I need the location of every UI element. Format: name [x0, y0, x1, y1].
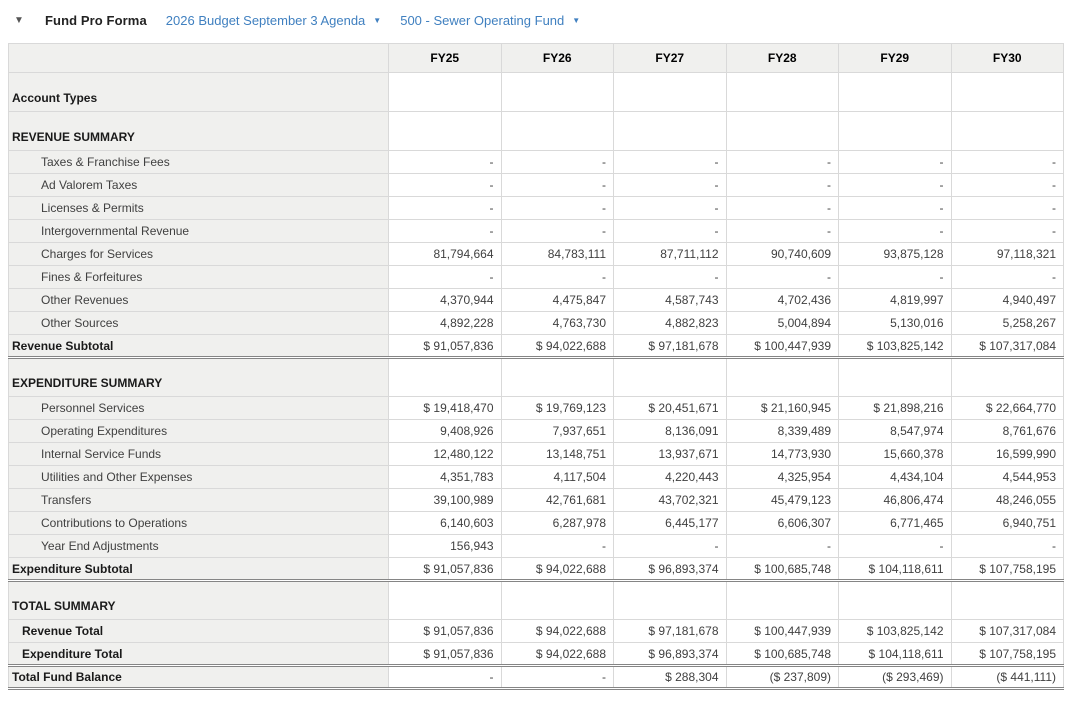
value-cell: 6,445,177 — [614, 512, 727, 535]
value-cell: - — [614, 535, 727, 558]
value-cell — [839, 358, 952, 397]
value-cell: - — [839, 266, 952, 289]
value-cell: ($ 237,809) — [726, 666, 839, 689]
value-cell: $ 91,057,836 — [389, 335, 502, 358]
value-cell: $ 107,317,084 — [951, 620, 1064, 643]
value-cell — [726, 112, 839, 151]
value-cell — [839, 73, 952, 112]
value-cell: $ 100,447,939 — [726, 620, 839, 643]
value-cell: 16,599,990 — [951, 443, 1064, 466]
table-row — [9, 643, 1064, 666]
value-cell: 97,118,321 — [951, 243, 1064, 266]
row-label-cell: Expenditure Subtotal — [9, 558, 389, 581]
value-cell: - — [839, 535, 952, 558]
value-cell: $ 20,451,671 — [614, 397, 727, 420]
value-cell: 4,882,823 — [614, 312, 727, 335]
row-label-cell: Other Revenues — [9, 289, 389, 312]
value-cell: ($ 441,111) — [951, 666, 1064, 689]
row-label-cell: Other Sources — [9, 312, 389, 335]
value-cell — [951, 73, 1064, 112]
table-row — [9, 266, 1064, 289]
value-cell — [614, 358, 727, 397]
value-cell: 4,819,997 — [839, 289, 952, 312]
value-cell: - — [501, 266, 614, 289]
row-label-cell: Contributions to Operations — [9, 512, 389, 535]
value-cell: ($ 293,469) — [839, 666, 952, 689]
value-cell: 156,943 — [389, 535, 502, 558]
value-cell: $ 104,118,611 — [839, 643, 952, 666]
value-cell: 8,339,489 — [726, 420, 839, 443]
value-cell: $ 100,447,939 — [726, 335, 839, 358]
table-row — [9, 443, 1064, 466]
value-cell: 46,806,474 — [839, 489, 952, 512]
value-cell: 4,325,954 — [726, 466, 839, 489]
table-row — [9, 666, 1064, 689]
value-cell: $ 96,893,374 — [614, 643, 727, 666]
value-cell: 13,148,751 — [501, 443, 614, 466]
value-cell: $ 91,057,836 — [389, 620, 502, 643]
value-cell: 42,761,681 — [501, 489, 614, 512]
value-cell: - — [726, 197, 839, 220]
table-row — [9, 174, 1064, 197]
value-cell: - — [726, 151, 839, 174]
fund-dropdown-label: 500 - Sewer Operating Fund — [400, 12, 565, 28]
value-cell: - — [501, 197, 614, 220]
table-row — [9, 112, 1064, 151]
value-cell — [614, 73, 727, 112]
year-column-header: FY26 — [501, 44, 614, 73]
value-cell — [501, 73, 614, 112]
value-cell: 39,100,989 — [389, 489, 502, 512]
table-row — [9, 512, 1064, 535]
table-row — [9, 73, 1064, 112]
row-label-cell: Personnel Services — [9, 397, 389, 420]
value-cell: - — [839, 220, 952, 243]
value-cell — [726, 581, 839, 620]
row-label-cell: Fines & Forfeitures — [9, 266, 389, 289]
value-cell: $ 97,181,678 — [614, 620, 727, 643]
value-cell: 9,408,926 — [389, 420, 502, 443]
value-cell: - — [389, 666, 502, 689]
value-cell: - — [501, 151, 614, 174]
budget-version-dropdown-label: 2026 Budget September 3 Agenda — [165, 12, 366, 28]
value-cell — [951, 581, 1064, 620]
value-cell — [726, 358, 839, 397]
value-cell: - — [839, 151, 952, 174]
value-cell: - — [389, 174, 502, 197]
row-label-cell: Total Fund Balance — [9, 666, 389, 689]
value-cell: $ 19,418,470 — [389, 397, 502, 420]
caret-down-icon: ▼ — [373, 16, 382, 25]
value-cell: - — [726, 220, 839, 243]
row-label-cell: Expenditure Total — [9, 643, 389, 666]
table-row — [9, 466, 1064, 489]
table-row — [9, 289, 1064, 312]
row-label-cell: Taxes & Franchise Fees — [9, 151, 389, 174]
value-cell — [614, 581, 727, 620]
value-cell: 81,794,664 — [389, 243, 502, 266]
value-cell: 87,711,112 — [614, 243, 727, 266]
table-row — [9, 358, 1064, 397]
row-label-cell: Year End Adjustments — [9, 535, 389, 558]
row-label-cell: Ad Valorem Taxes — [9, 174, 389, 197]
caret-down-icon: ▼ — [572, 16, 581, 25]
fund-pro-forma-table — [8, 43, 1064, 690]
value-cell: - — [839, 197, 952, 220]
value-cell — [951, 358, 1064, 397]
value-cell: 4,434,104 — [839, 466, 952, 489]
value-cell: 4,763,730 — [501, 312, 614, 335]
row-label-cell: Internal Service Funds — [9, 443, 389, 466]
table-row — [9, 312, 1064, 335]
value-cell: $ 21,898,216 — [839, 397, 952, 420]
table-row — [9, 243, 1064, 266]
table-row — [9, 335, 1064, 358]
value-cell — [389, 581, 502, 620]
value-cell: 48,246,055 — [951, 489, 1064, 512]
year-header-row — [9, 44, 1064, 73]
value-cell: - — [726, 174, 839, 197]
value-cell: - — [501, 174, 614, 197]
value-cell: - — [951, 197, 1064, 220]
value-cell: 5,004,894 — [726, 312, 839, 335]
table-row — [9, 197, 1064, 220]
value-cell: - — [951, 535, 1064, 558]
value-cell: - — [614, 266, 727, 289]
year-column-header: FY29 — [839, 44, 952, 73]
row-label-cell: Revenue Total — [9, 620, 389, 643]
value-cell: - — [726, 266, 839, 289]
row-label-cell: Operating Expenditures — [9, 420, 389, 443]
value-cell: 4,370,944 — [389, 289, 502, 312]
value-cell — [501, 581, 614, 620]
row-label-cell: EXPENDITURE SUMMARY — [9, 358, 389, 397]
value-cell: 5,258,267 — [951, 312, 1064, 335]
row-label-cell: TOTAL SUMMARY — [9, 581, 389, 620]
value-cell: $ 103,825,142 — [839, 620, 952, 643]
value-cell: $ 94,022,688 — [501, 335, 614, 358]
corner-header-cell — [9, 44, 389, 73]
value-cell: 6,287,978 — [501, 512, 614, 535]
value-cell: 4,587,743 — [614, 289, 727, 312]
value-cell: $ 22,664,770 — [951, 397, 1064, 420]
value-cell: $ 100,685,748 — [726, 643, 839, 666]
value-cell — [614, 112, 727, 151]
value-cell: 14,773,930 — [726, 443, 839, 466]
year-column-header: FY25 — [389, 44, 502, 73]
value-cell: $ 100,685,748 — [726, 558, 839, 581]
value-cell: 5,130,016 — [839, 312, 952, 335]
value-cell: - — [951, 220, 1064, 243]
value-cell: 4,351,783 — [389, 466, 502, 489]
year-column-header: FY28 — [726, 44, 839, 73]
table-row — [9, 220, 1064, 243]
value-cell: 4,117,504 — [501, 466, 614, 489]
value-cell: 15,660,378 — [839, 443, 952, 466]
budget-version-dropdown[interactable] — [166, 13, 381, 28]
value-cell: $ 107,758,195 — [951, 558, 1064, 581]
value-cell: - — [614, 197, 727, 220]
table-row — [9, 558, 1064, 581]
value-cell: - — [614, 220, 727, 243]
value-cell: $ 94,022,688 — [501, 558, 614, 581]
value-cell: 84,783,111 — [501, 243, 614, 266]
value-cell: - — [501, 220, 614, 243]
value-cell: - — [614, 174, 727, 197]
value-cell: $ 288,304 — [614, 666, 727, 689]
value-cell: - — [951, 151, 1064, 174]
table-row — [9, 581, 1064, 620]
table-row — [9, 535, 1064, 558]
value-cell: 6,606,307 — [726, 512, 839, 535]
value-cell: 7,937,651 — [501, 420, 614, 443]
year-column-header: FY27 — [614, 44, 727, 73]
value-cell: 8,761,676 — [951, 420, 1064, 443]
row-label-cell: Intergovernmental Revenue — [9, 220, 389, 243]
value-cell: 4,940,497 — [951, 289, 1064, 312]
value-cell: - — [951, 266, 1064, 289]
value-cell: $ 107,758,195 — [951, 643, 1064, 666]
value-cell — [389, 112, 502, 151]
value-cell: 13,937,671 — [614, 443, 727, 466]
value-cell: 45,479,123 — [726, 489, 839, 512]
report-header-bar — [0, 0, 1068, 40]
value-cell: - — [501, 666, 614, 689]
value-cell: - — [389, 220, 502, 243]
value-cell — [501, 112, 614, 151]
table-row — [9, 397, 1064, 420]
table-row — [9, 151, 1064, 174]
value-cell: 4,702,436 — [726, 289, 839, 312]
table-row — [9, 620, 1064, 643]
row-label-cell: Licenses & Permits — [9, 197, 389, 220]
value-cell: 4,892,228 — [389, 312, 502, 335]
value-cell: - — [614, 151, 727, 174]
value-cell: - — [389, 197, 502, 220]
table-row — [9, 489, 1064, 512]
value-cell: $ 94,022,688 — [501, 643, 614, 666]
value-cell: 8,136,091 — [614, 420, 727, 443]
value-cell — [389, 73, 502, 112]
row-label-cell: Revenue Subtotal — [9, 335, 389, 358]
value-cell — [951, 112, 1064, 151]
value-cell: $ 107,317,084 — [951, 335, 1064, 358]
value-cell: - — [951, 174, 1064, 197]
value-cell: - — [726, 535, 839, 558]
value-cell: $ 97,181,678 — [614, 335, 727, 358]
row-label-cell: Transfers — [9, 489, 389, 512]
value-cell: - — [501, 535, 614, 558]
value-cell: 6,940,751 — [951, 512, 1064, 535]
value-cell — [839, 112, 952, 151]
value-cell: - — [389, 266, 502, 289]
value-cell: 93,875,128 — [839, 243, 952, 266]
value-cell: $ 19,769,123 — [501, 397, 614, 420]
row-label-cell: Account Types — [9, 73, 389, 112]
fund-dropdown[interactable] — [400, 13, 580, 28]
value-cell — [389, 358, 502, 397]
value-cell — [839, 581, 952, 620]
value-cell: 6,140,603 — [389, 512, 502, 535]
value-cell: $ 104,118,611 — [839, 558, 952, 581]
value-cell: 8,547,974 — [839, 420, 952, 443]
value-cell: 43,702,321 — [614, 489, 727, 512]
value-cell: - — [839, 174, 952, 197]
value-cell — [501, 358, 614, 397]
value-cell: - — [389, 151, 502, 174]
value-cell: $ 103,825,142 — [839, 335, 952, 358]
fund-table-body — [9, 73, 1064, 689]
year-column-header: FY30 — [951, 44, 1064, 73]
row-label-cell: Charges for Services — [9, 243, 389, 266]
collapse-triangle-down-icon[interactable]: ▼ — [14, 14, 24, 26]
value-cell: 4,475,847 — [501, 289, 614, 312]
value-cell: $ 91,057,836 — [389, 558, 502, 581]
report-title: Fund Pro Forma — [45, 12, 147, 28]
value-cell: 90,740,609 — [726, 243, 839, 266]
value-cell — [726, 73, 839, 112]
row-label-cell: Utilities and Other Expenses — [9, 466, 389, 489]
value-cell: $ 21,160,945 — [726, 397, 839, 420]
value-cell: 4,220,443 — [614, 466, 727, 489]
value-cell: 12,480,122 — [389, 443, 502, 466]
row-label-cell: REVENUE SUMMARY — [9, 112, 389, 151]
value-cell: $ 91,057,836 — [389, 643, 502, 666]
value-cell: 6,771,465 — [839, 512, 952, 535]
value-cell: $ 96,893,374 — [614, 558, 727, 581]
value-cell: $ 94,022,688 — [501, 620, 614, 643]
table-row — [9, 420, 1064, 443]
value-cell: 4,544,953 — [951, 466, 1064, 489]
